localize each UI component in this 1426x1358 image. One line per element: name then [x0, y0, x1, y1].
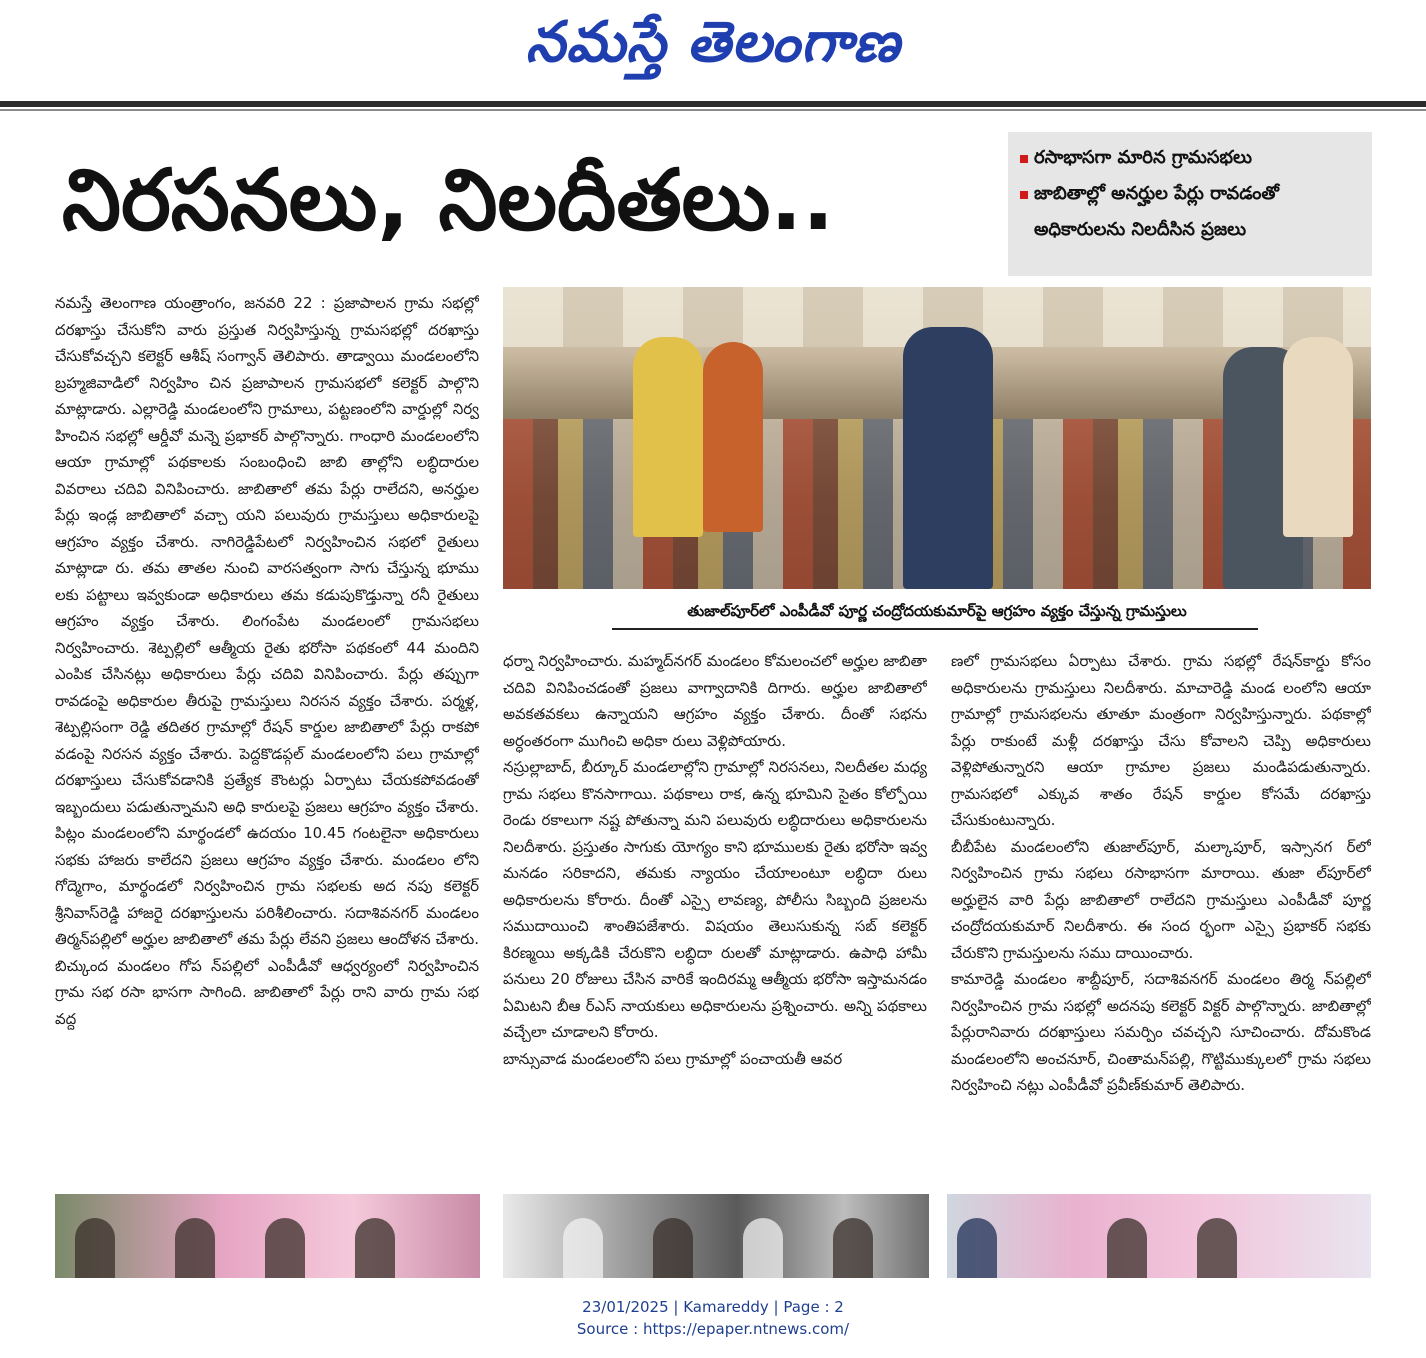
article-paragraph: బాన్సువాడ మండలంలోని పలు గ్రామాల్లో పంచాయతీ ఆవర	[503, 1049, 843, 1068]
footer-source: Source : https://epaper.ntnews.com/	[576, 1320, 850, 1338]
newspaper-logo: నమస్తే తెలంగాణ	[525, 10, 901, 75]
photo-person	[903, 327, 993, 589]
highlight-item	[1020, 140, 1360, 176]
bullet-icon	[1020, 191, 1028, 199]
photo-person	[743, 1218, 783, 1278]
photo-person	[1197, 1218, 1237, 1278]
photo-person	[1107, 1218, 1147, 1278]
photo-person	[633, 337, 703, 537]
photo-person	[563, 1218, 603, 1278]
article-headline: నిరసనలు, నిలదీతలు..	[62, 151, 835, 249]
article-paragraph: కామారెడ్డి మండలం శాబ్దీపూర్, సదాశివనగర్ మండలం తిర్మ న్‌పల్లిలో నిర్వహించిన గ్రామ సభల్లో అదనపు కలెక్టర్ విక్టర్ పాల్గొన్నారు. జాబితాల్లో పేర్లురానివారు దరఖాస్తులు సమర్పిం చవచ్చని సూచించారు. దోమకొండ మండలంలోని అంచనూర్, చింతామన్‌పల్లి, గొట్టిముక్కులలో గ్రామ సభలు నిర్వహించి నట్లు ఎంపీడీవో ప్రవీణ్‌కుమార్ తెలిపారు.	[951, 970, 1371, 1094]
main-photo	[503, 287, 1371, 589]
caption-rule	[612, 628, 1258, 630]
highlight-text: రసాభాసగా మారిన గ్రామసభలు	[1034, 147, 1253, 168]
highlight-item	[1020, 176, 1360, 248]
photo-caption: తుజాల్‌పూర్‌లో ఎంపీడీవో పూర్ణ చంద్రోదయకుమార్‌పై ఆగ్రహం వ్యక్తం చేస్తున్న గ్రామస్తులు	[687, 602, 1187, 620]
photo-person	[957, 1218, 997, 1278]
article-column-3	[951, 648, 1371, 1178]
bottom-photo-1	[55, 1194, 480, 1278]
photo-person	[265, 1218, 305, 1278]
highlights-box	[1008, 132, 1372, 276]
photo-person	[355, 1218, 395, 1278]
article-paragraph: బీబీపేట మండలంలోని తుజాల్‌పూర్, మల్కాపూర్, ఇస్సానగ ర్‌లో నిర్వహించిన గ్రామ సభలు రసాభాసగా మారాయి. తుజా ల్‌పూర్‌లో అర్హులైన వారి పేర్లు జాబితాలో రాలేదని గ్రామస్తులు ఎంపీడీవో పూర్ణ చంద్రోదయకుమార్ నిలదీశారు. ఈ సంద ర్భంగా ఎస్సై ప్రభాకర్ సభకు చేరుకొని గ్రామస్తులను సము దాయించారు.	[951, 837, 1371, 962]
masthead-rule	[0, 101, 1426, 107]
photo-person	[1283, 337, 1353, 537]
photo-person	[175, 1218, 215, 1278]
photo-person	[833, 1218, 873, 1278]
article-paragraph: ణలో గ్రామసభలు ఏర్పాటు చేశారు. గ్రామ సభల్లో రేషన్‌కార్డు కోసం అధికారులను గ్రామస్తులు నిలదీశారు. మాచారెడ్డి మండ లంలోని ఆయా గ్రామాల్లో గ్రామసభలను తూతూ మంత్రంగా నిర్వహిస్తున్నారు. పథకాల్లో పేర్లు రాకుంటే మళ్లీ దరఖాస్తు చేసు కోవాలని చెప్పి అధికారులు వెళ్లిపోతున్నారని ఆయా గ్రామాల ప్రజలు మండిపడుతున్నారు. గ్రామసభలో ఎక్కువ శాతం రేషన్ కార్డుల కోసమే దరఖాస్తు చేసుకుంటున్నారు.	[951, 652, 1371, 829]
article-paragraph: నస్రుల్లాబాద్, బీర్కూర్ మండలాల్లోని గ్రామాల్లో నిరసనలు, నిలదీతల మధ్య గ్రామ సభలు కొనసాగాయి. పథకాలు రాక, ఉన్న భూమిని సైతం కోల్పోయి రెండు రకాలుగా నష్ట పోతున్నా మని పలువురు లబ్ధిదారులు అధికారులను నిలదీశారు. ప్రస్తుతం సాగుకు యోగ్యం కాని భూములకు రైతు భరోసా ఇవ్వ మనడం సరికాదని, తమకు న్యాయం చేయాలంటూ లబ్ధిదా రులు అధికారులను కోరారు. దీంతో ఎస్సై లావణ్య, పోలీసు సిబ్బంది ప్రజలను సముదాయించి శాంతిపజేశారు. విషయం తెలుసుకున్న సబ్ కలెక్టర్ కిరణ్మయి అక్కడికి చేరుకొని లబ్ధిదా రులతో మాట్లాడారు. ఉపాధి హామీ పనులు 20 రోజులు చేసిన వారికే ఇందిరమ్మ ఆత్మీయ భరోసా ఇస్తామనడం ఏమిటని బీఆ ర్‌ఎస్ నాయకులు అధికారులను ప్రశ్నించారు. అన్ని పథకాలు వచ్చేలా చూడాలని కోరారు.	[503, 758, 927, 1041]
masthead	[0, 0, 1426, 104]
photo-person	[75, 1218, 115, 1278]
bottom-photo-2	[503, 1194, 929, 1278]
photo-person	[703, 342, 763, 532]
masthead-rule-thin	[0, 109, 1426, 111]
photo-person	[653, 1218, 693, 1278]
article-paragraph: నమస్తే తెలంగాణ యంత్రాంగం, జనవరి 22 : ప్రజాపాలన గ్రామ సభల్లో దరఖాస్తు చేసుకోని వారు ప్రస్తుత నిర్వహిస్తున్న గ్రామసభల్లో దరఖాస్తు చేసుకోవచ్చని కలెక్టర్ ఆశీష్ సంగ్వాన్ తెలిపారు. తాడ్వాయి మండలంలోని బ్రహ్మజివాడిలో నిర్వహిం చిన ప్రజాపాలన గ్రామసభలో కలెక్టర్ పాల్గొని మాట్లాడారు. ఎల్లారెడ్డి మండలంలోని గ్రామాలు, పట్టణంలోని వార్డుల్లో నిర్వ హించిన సభల్లో ఆర్డీవో మన్నె ప్రభాకర్ పాల్గొన్నారు. గాంధారి మండలంలోని ఆయా గ్రామాల్లో పథకాలకు సంబంధించి జాబి తాల్లోని లబ్ధిదారుల వివరాలు చదివి వినిపించారు. జాబితాలో తమ పేర్లు రాలేదని, అనర్హుల పేర్లు ఇండ్ల జాబితాలో వచ్చా యని పలువురు గ్రామస్తులు అధికారులపై ఆగ్రహం వ్యక్తం చేశారు. నాగిరెడ్డిపేటలో నిర్వహించిన సభలో రైతులు మాట్లాడా రు. తమ తాతల నుంచి వారసత్వంగా సాగు చేస్తున్న భూము లకు పట్టాలు ఇవ్వకుండా అధికారులు తమ కడుపుకొడ్తున్నా రనీ రైతులు ఆగ్రహం వ్యక్తం చేశారు. లింగంపేట మండలంలో గ్రామసభలు నిర్వహించారు. శెట్పల్లిలో ఆత్మీయ రైతు భరోసా పథకంలో 44 మందిని ఎంపిక చేసినట్లు అధికారులు పేర్లు చదివి వినిపించారు. పేర్లు తప్పుగా రావడంపై అధికారుల తీరుపై గ్రామస్తులు నిరసన వ్యక్తం చేశారు. పర్మళ్ల, శెట్పల్లిసంగా రెడ్డి తదితర గ్రామాల్లో రేషన్ కార్డుల జాబితాలో పేర్లు రాకపో వడంపై నిరసన వ్యక్తం చేశారు. పెద్దకొడప్గల్ మండలంలోని పలు గ్రామాల్లో దరఖాస్తులు చేసుకోవడానికి ప్రత్యేక కౌంటర్లు ఏర్పాటు చేయకపోవడంతో ఇబ్బందులు పడుతున్నామని అధి కారులపై ప్రజలు ఆగ్రహం వ్యక్తం చేశారు. పిట్లం మండలంలోని మార్థండలో ఉదయం 10.45 గంటలైనా అధికారులు సభకు హాజరు కాలేదని ప్రజలు ఆగ్రహం వ్యక్తం చేశారు. మండలం లోని గోద్మెగాం, మార్థండలో నిర్వహించిన గ్రామ సభలకు అద నపు కలెక్టర్ శ్రీనివాస్‌రెడ్డి హాజరై దరఖాస్తులను పరిశీలించారు. సదాశివనగర్ మండలం తిర్మన్‌పల్లిలో అర్హుల జాబితాలో తమ పేర్లు లేవని ప్రజలు ఆందోళన చేశారు. బిచ్కుంద మండలం గోప న్‌పల్లిలో ఎంపీడీవో ఆధ్వర్యంలో నిర్వహించిన గ్రామ సభ రసా భాసగా సాగింది. జాబితాలో పేర్లు రాని వారు గ్రామ సభ వద్ద	[55, 294, 479, 1028]
article-paragraph: ధర్నా నిర్వహించారు. మహ్మద్‌నగర్ మండలం కోమలంచలో అర్హుల జాబితా చదివి వినిపించడంతో ప్రజలు వాగ్వాదానికి దిగారు. అర్హుల జాబితాలో అవకతవకలు ఉన్నాయని ఆగ్రహం వ్యక్తం చేశారు. దీంతో సభను అర్ధంతరంగా ముగించి అధికా రులు వెళ్లిపోయారు.	[503, 652, 927, 750]
article-column-2	[503, 648, 927, 1188]
highlight-text: జాబితాల్లో అనర్హుల పేర్లు రావడంతో అధికారులను నిలదీసిన ప్రజలు	[1034, 183, 1279, 240]
footer-date-edition: 23/01/2025 | Kamareddy | Page : 2	[582, 1298, 844, 1316]
bullet-icon	[1020, 155, 1028, 163]
article-column-1	[55, 290, 479, 1180]
bottom-photo-3	[947, 1194, 1371, 1278]
